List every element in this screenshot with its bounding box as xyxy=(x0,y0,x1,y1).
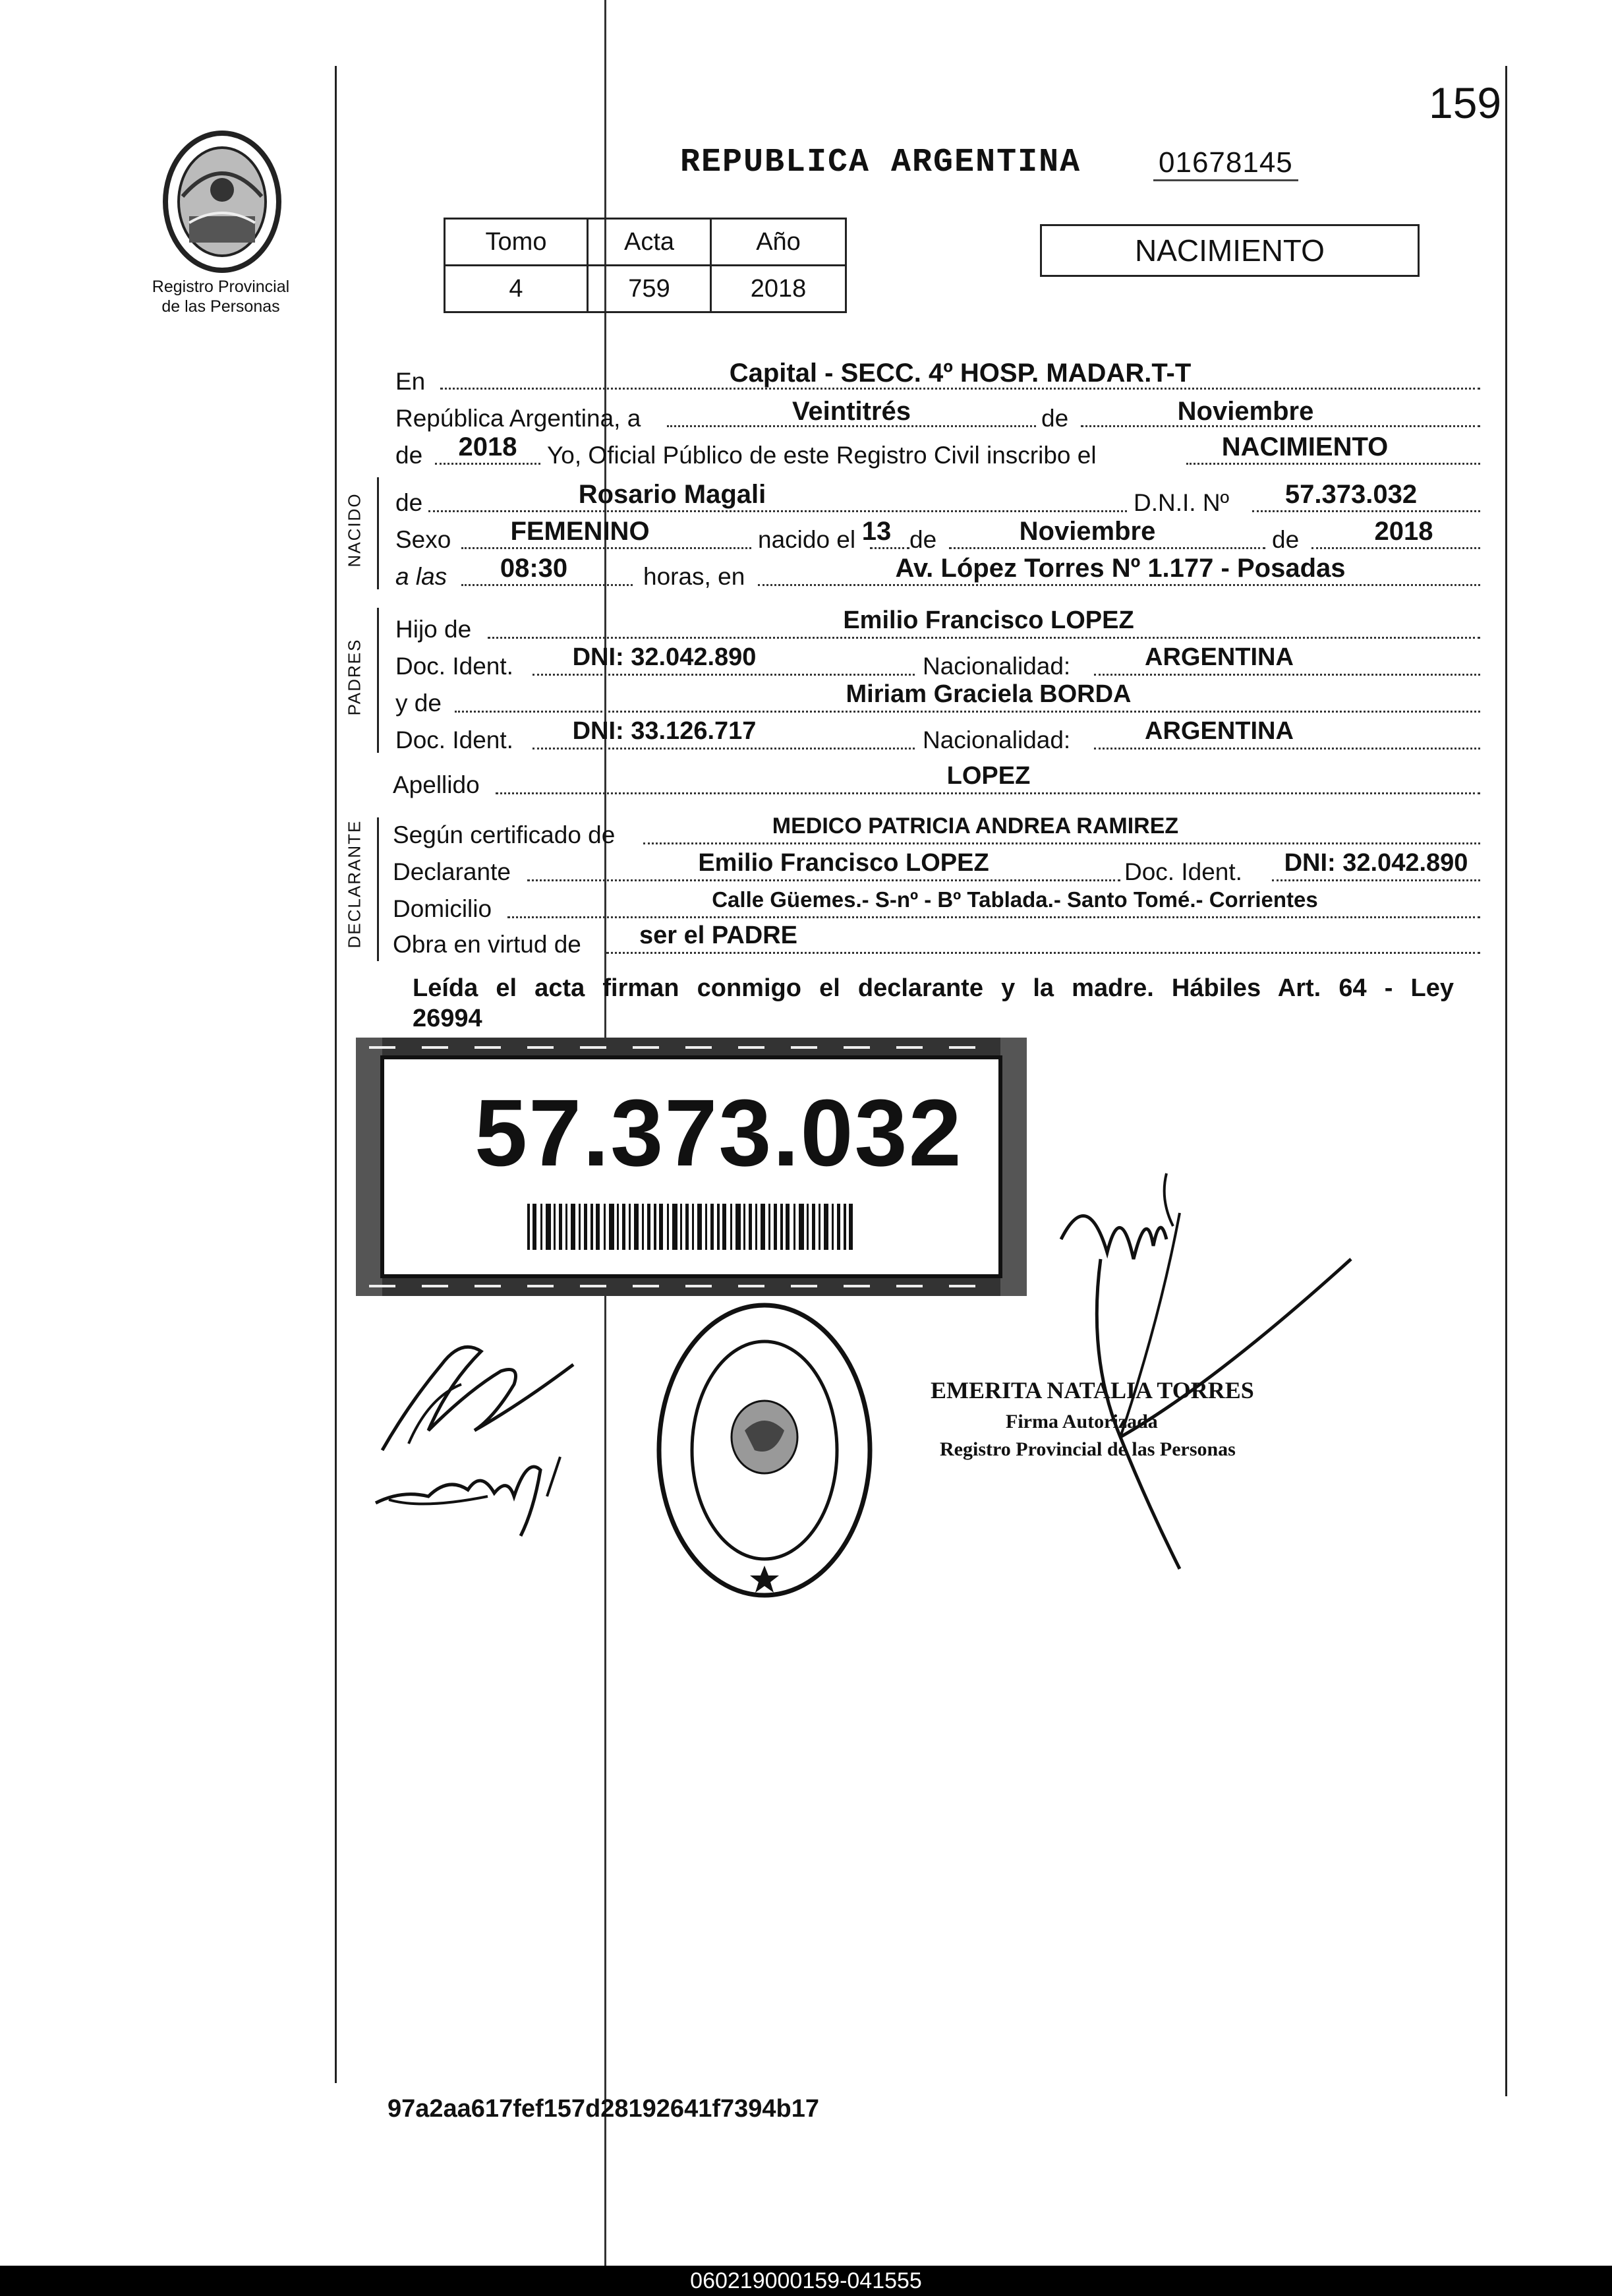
birth-month-line xyxy=(949,547,1265,549)
birth-day-line xyxy=(870,547,909,549)
footer-bar xyxy=(0,2266,1612,2296)
act-type-box: NACIMIENTO xyxy=(1040,224,1420,277)
dni-line xyxy=(1252,510,1480,512)
father-doc: DNI: 32.042.890 xyxy=(572,643,757,671)
year-value: 2018 xyxy=(458,432,517,461)
dni-label: D.N.I. Nº xyxy=(1134,489,1230,516)
mother-nat-line xyxy=(1094,748,1480,750)
nacido-de-label: de xyxy=(395,489,423,516)
mother-nationality: ARGENTINA xyxy=(1145,717,1294,745)
obra-label: Obra en virtud de xyxy=(393,931,581,958)
declarante-value: Emilio Francisco LOPEZ xyxy=(698,849,989,877)
year-line xyxy=(435,463,540,465)
declarante-line xyxy=(527,879,1120,881)
header-tomo: Tomo xyxy=(445,219,588,266)
hour-line xyxy=(461,584,633,586)
en-label: En xyxy=(395,368,426,395)
birth-year-line xyxy=(1311,547,1480,549)
serial-number: 01678145 xyxy=(1153,146,1298,181)
registro-line xyxy=(1186,463,1480,465)
horas-label: horas, en xyxy=(643,563,745,590)
yde-label: y de xyxy=(395,690,442,717)
nacido-el-label: nacido el xyxy=(758,526,856,553)
sexo-value: FEMENINO xyxy=(510,517,650,546)
birth-hour: 08:30 xyxy=(500,554,568,583)
declarante-label: Declarante xyxy=(393,858,511,885)
name-line xyxy=(428,510,1127,512)
registro-value: NACIMIENTO xyxy=(1221,432,1389,461)
child-dni: 57.373.032 xyxy=(1284,480,1418,509)
hijo-de-label: Hijo de xyxy=(395,616,472,643)
closing-line-1: Leída el acta firman conmigo el declarante y la madre. Hábiles Art. 64 - Ley xyxy=(413,974,1454,1002)
sexo-line xyxy=(461,547,751,549)
mother-nac-label: Nacionalidad: xyxy=(923,726,1071,753)
nacido-bracket xyxy=(377,477,379,589)
apellido-line xyxy=(496,792,1480,794)
father-nac-label: Nacionalidad: xyxy=(923,653,1071,680)
official-title: Firma Autorizada xyxy=(1006,1411,1158,1432)
certificado-value: MEDICO PATRICIA ANDREA RAMIREZ xyxy=(772,813,1179,839)
id-sticker xyxy=(356,1038,1027,1296)
value-acta: 759 xyxy=(588,266,711,312)
oficial-text: Yo, Oficial Público de este Registro Civil inscribo el xyxy=(547,442,1097,469)
de-label-4: de xyxy=(1272,526,1300,553)
mother-name: Miriam Graciela BORDA xyxy=(846,680,1132,708)
footer-code: 060219000159-041555 xyxy=(690,2268,922,2293)
obra-value: ser el PADRE xyxy=(639,922,798,949)
padres-bracket xyxy=(377,608,379,753)
domicilio-value: Calle Güemes.- S-nº - Bº Tablada.- Santo Tomé.- Corrientes xyxy=(712,887,1318,912)
registry-table-header xyxy=(445,219,846,266)
month-value: Noviembre xyxy=(1177,397,1314,426)
registry-seal-icon xyxy=(652,1299,877,1602)
signature-left xyxy=(369,1325,593,1543)
father-line xyxy=(488,637,1480,639)
day-value: Veintitrés xyxy=(792,397,911,426)
birth-place: Av. López Torres Nº 1.177 - Posadas xyxy=(895,554,1346,583)
page-number: 159 xyxy=(1429,78,1502,127)
apellido-label: Apellido xyxy=(393,771,480,798)
declarante-section-label: DECLARANTE xyxy=(344,819,364,949)
official-name: EMERITA NATALIA TORRES xyxy=(931,1377,1254,1403)
closing-line-2: 26994 xyxy=(413,1005,482,1032)
registry-table-values xyxy=(445,266,846,312)
de-label-3: de xyxy=(909,526,937,553)
mother-doc: DNI: 33.126.717 xyxy=(572,717,757,745)
de-label-2: de xyxy=(395,442,423,469)
header-acta: Acta xyxy=(588,219,711,266)
right-margin-rule xyxy=(1505,66,1507,2096)
registry-table xyxy=(444,218,847,313)
certificado-label: Según certificado de xyxy=(393,821,616,848)
birth-month: Noviembre xyxy=(1019,517,1156,546)
sexo-label: Sexo xyxy=(395,526,451,553)
mother-doc-line xyxy=(533,748,915,750)
logo-caption-line1: Registro Provincial xyxy=(152,278,290,296)
de-label: de xyxy=(1041,405,1069,432)
father-nat-line xyxy=(1094,674,1480,676)
document-title: REPUBLICA ARGENTINA xyxy=(680,144,1081,181)
apellido-value: LOPEZ xyxy=(946,762,1031,790)
declarante-doc-label: Doc. Ident. xyxy=(1124,858,1242,885)
document-hash: 97a2aa617fef157d28192641f7394b17 xyxy=(388,2095,819,2123)
father-doc-label: Doc. Ident. xyxy=(395,653,513,680)
child-name: Rosario Magali xyxy=(578,480,766,509)
alas-label: a las xyxy=(395,563,447,590)
left-margin-rule xyxy=(335,66,337,2083)
header-ano: Año xyxy=(711,219,846,266)
logo-caption xyxy=(132,277,310,316)
domicilio-label: Domicilio xyxy=(393,895,492,922)
logo-caption-line2: de las Personas xyxy=(161,297,280,316)
father-nationality: ARGENTINA xyxy=(1145,643,1294,671)
misiones-coat-of-arms-icon xyxy=(153,124,291,276)
sticker-id-number: 57.373.032 xyxy=(475,1080,963,1186)
nacido-section-label: NACIDO xyxy=(344,492,364,568)
birth-year: 2018 xyxy=(1374,517,1433,546)
father-name: Emilio Francisco LOPEZ xyxy=(843,606,1134,634)
province-logo xyxy=(153,124,291,276)
certificado-line xyxy=(643,842,1480,844)
declarante-doc-line xyxy=(1272,879,1480,881)
place-value: Capital - SECC. 4º HOSP. MADAR.T-T xyxy=(729,359,1192,388)
mother-doc-label: Doc. Ident. xyxy=(395,726,513,753)
birth-place-line xyxy=(758,584,1480,586)
declarante-bracket xyxy=(377,817,379,961)
value-ano: 2018 xyxy=(711,266,846,312)
handwritten-signature-icon xyxy=(369,1325,593,1543)
official-seal xyxy=(652,1299,877,1602)
father-doc-line xyxy=(533,674,915,676)
value-tomo: 4 xyxy=(445,266,588,312)
obra-line xyxy=(606,952,1480,954)
official-office: Registro Provincial de las Personas xyxy=(940,1438,1236,1460)
mother-line xyxy=(455,711,1480,713)
declarante-doc: DNI: 32.042.890 xyxy=(1284,849,1468,877)
domicilio-line xyxy=(507,916,1480,918)
republica-label: República Argentina, a xyxy=(395,405,641,432)
birth-day: 13 xyxy=(861,517,892,546)
padres-section-label: PADRES xyxy=(344,638,364,716)
